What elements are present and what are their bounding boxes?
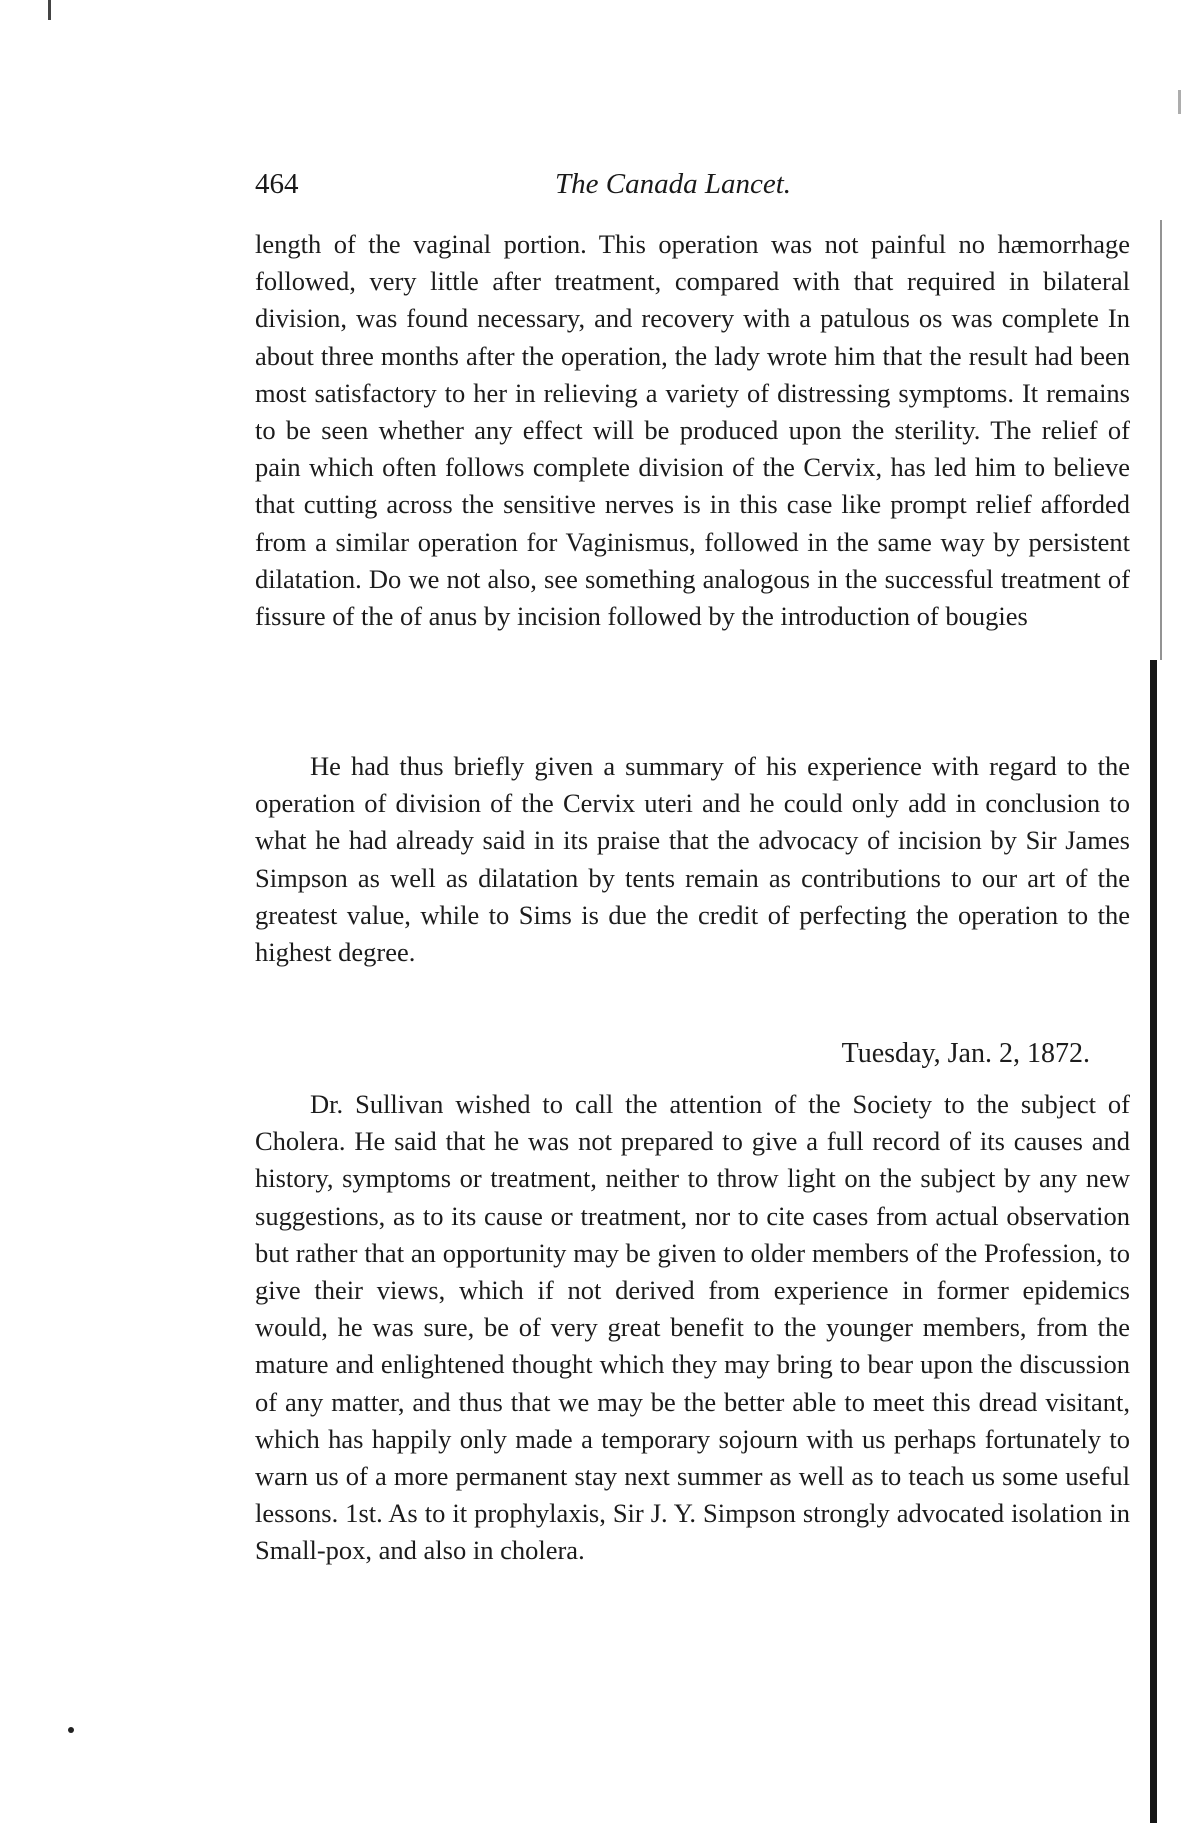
paragraph-continued: length of the vaginal portion. This operation was not painful no hæmorrhage followed, very little after treatment, compared with that required in bilateral division, was found necessary, and recovery with a patulous os was complete In about three months after the operation, the lady wrote him that the result had been most satisfactory to her in relieving a variety of distressing symptoms. It remains to be seen whether any effect will be produced upon the sterility. The relief of pain which often follows complete division of the Cervix, has led him to believe that cutting across the sensitive nerves is in this case like prompt relief afforded from a similar operation for Vaginismus, followed in the same way by persistent dilatation. Do we not also, see something analogous in the successful treatment of fissure of the of anus by incision followed by the introduction of bougies [255, 229, 1130, 632]
scan-dot [68, 1727, 74, 1733]
meeting-date: Tuesday, Jan. 2, 1872. [841, 1038, 1090, 1069]
scan-speck [1178, 90, 1181, 114]
journal-title: The Canada Lancet. [555, 168, 792, 200]
running-header [255, 168, 1135, 208]
scan-mark [48, 0, 51, 20]
paragraph-summary: He had thus briefly given a summary of his experience with regard to the operation of division of the Cervix uteri and he could only add in conclusion to what he had already said in its praise that the advocacy of incision by Sir James Simpson as well as dilatation by tents remain as contributions to our art of the greatest value, while to Sims is due the credit of perfecting the operation to the highest degree. [255, 751, 1130, 968]
binding-edge-shadow [1150, 660, 1157, 1823]
binding-edge-thin [1160, 220, 1162, 660]
paragraph-cholera: Dr. Sullivan wished to call the attention of the Society to the subject of Cholera. He said that he was not prepared to give a full record of its causes and history, symptoms or treatment, neither to throw light on the subject by any new suggestions, as to its cause or treatment, nor to cite cases from actual observation but rather that an opportunity may be given to older members of the Profession, to give their views, which if not derived from experience in former epidemics would, he was sure, be of very great benefit to the younger members, from the mature and enlightened thought which they may bring to bear upon the discussion of any matter, and thus that we may be the better able to meet this dread visitant, which has happily only made a temporary sojourn with us perhaps fortunately to warn us of a more permanent stay next summer as well as to teach us some useful lessons. 1st. As to it prophylaxis, Sir J. Y. Simpson strongly advocated isolation in Small-pox, and also in cholera. [255, 1089, 1130, 1566]
page-number: 464 [255, 168, 299, 200]
